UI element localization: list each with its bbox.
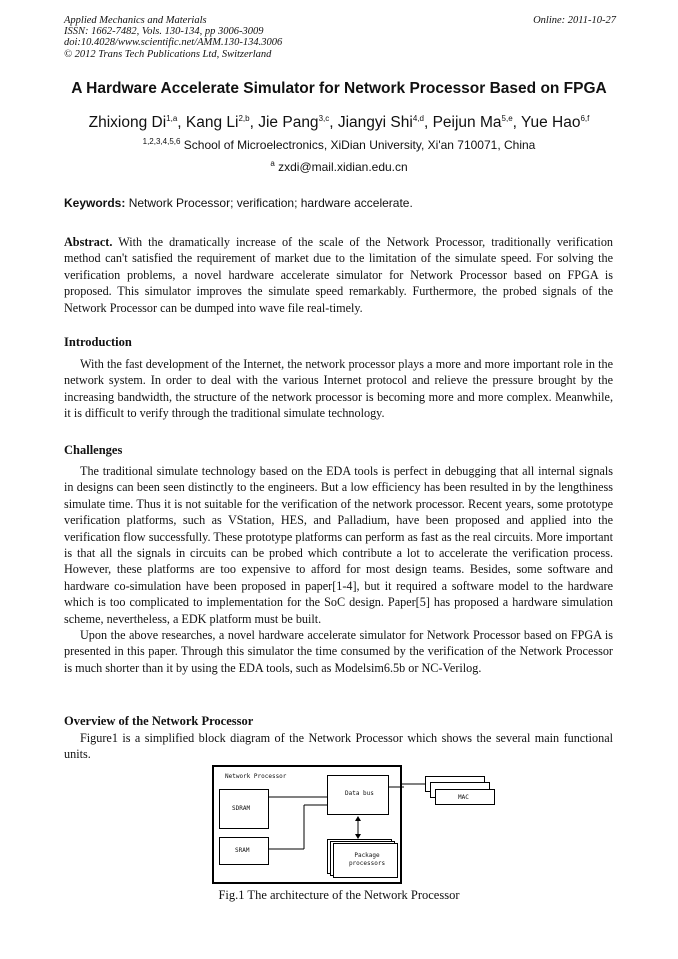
author-sup: 4,d bbox=[412, 113, 424, 123]
author-name: Jiangyi Shi bbox=[337, 114, 413, 131]
challenges-body bbox=[64, 463, 613, 676]
issn: ISSN: 1662-7482, Vols. 130-134, pp 3006-3009 bbox=[64, 26, 264, 38]
abstract-text: With the dramatically increase of the scale of the Network Processor, traditionally verification method can't satisfied the requirement of market due to the limitation of the simulate speed. For solving the verification problems, a novel hardware accelerate simulator for Network Processor based on FPGA is proposed. This simulator improves the simulate speed remarkably. Furthermore, the probed signals of the Network Processor can be dumped into wave file real-timely. bbox=[64, 235, 614, 315]
author-sup: 2,b bbox=[238, 113, 250, 123]
author-sup: 6,f bbox=[580, 113, 590, 123]
author-name: Kang Li bbox=[185, 114, 239, 131]
mac-label: MAC bbox=[458, 794, 469, 801]
network-processor-diagram bbox=[212, 765, 402, 884]
sram-label: SRAM bbox=[235, 847, 250, 854]
mac-connector bbox=[402, 779, 426, 789]
package-processors-label: Package processors bbox=[348, 852, 386, 867]
author-name: Jie Pang bbox=[258, 114, 319, 131]
keywords-text: Network Processor; verification; hardware accelerate. bbox=[128, 196, 413, 210]
paragraph: Figure1 is a simplified block diagram of the Network Processor which shows the several main functional units. bbox=[64, 731, 613, 762]
section-heading-challenges: Challenges bbox=[64, 443, 123, 457]
arrow-up bbox=[355, 816, 361, 821]
doi: doi:10.4028/www.scientific.net/AMM.130-134.3006 bbox=[64, 37, 283, 49]
email-sup: a bbox=[270, 159, 275, 168]
data-bus-label: Data bus bbox=[345, 790, 374, 797]
author-sup: 5,e bbox=[501, 113, 513, 123]
section-heading-introduction: Introduction bbox=[64, 335, 132, 349]
online-date: Online: 2011-10-27 bbox=[533, 15, 616, 26]
paragraph: With the fast development of the Internet, the network processor plays a more and more important role in the network system. In order to deal with the various Internet protocol and relieve the pressure brought by the increasing bandwidth, the structure of the network processor is becoming more and more complex. Meanwhile, it is difficult to verify through the traditional simulate technology. bbox=[64, 357, 613, 421]
email-address: zxdi@mail.xidian.edu.cn bbox=[278, 160, 408, 174]
page-header bbox=[64, 15, 616, 60]
overview-body bbox=[64, 730, 613, 763]
journal-name: Applied Mechanics and Materials bbox=[64, 15, 207, 26]
affiliation bbox=[0, 138, 678, 152]
author-name: Peijun Ma bbox=[432, 114, 502, 131]
sdram-label: SDRAM bbox=[232, 805, 251, 812]
author-name: Zhixiong Di bbox=[88, 114, 167, 131]
author-name: Yue Hao bbox=[520, 114, 581, 131]
affiliation-sup: 1,2,3,4,5,6 bbox=[142, 137, 181, 146]
section-heading-overview: Overview of the Network Processor bbox=[64, 714, 254, 728]
author-sup: 3,c bbox=[318, 113, 330, 123]
affiliation-text: School of Microelectronics, XiDian University, Xi'an 710071, China bbox=[183, 138, 536, 152]
figure-caption: Fig.1 The architecture of the Network Processor bbox=[218, 888, 460, 902]
paper-title: A Hardware Accelerate Simulator for Network Processor Based on FPGA bbox=[71, 80, 607, 97]
arrow-down bbox=[355, 834, 361, 839]
author-sup: 1,a bbox=[166, 113, 178, 123]
diagram-connectors bbox=[214, 767, 404, 886]
copyright: © 2012 Trans Tech Publications Ltd, Switzerland bbox=[64, 48, 272, 60]
abstract-label: Abstract. bbox=[64, 235, 113, 249]
mac-block bbox=[435, 789, 495, 805]
author-list: Zhixiong Di$^{1,a}$, Kang Li$^{2,b}$, Jie Pang$^{3,c}$, Jiangyi Shi$^{4,d}$, Peijun Ma$^{5,e}$, Yue Hao$^{6,f}$ bbox=[88, 113, 590, 131]
paragraph: Upon the above researches, a novel hardware accelerate simulator for Network Processor based on FPGA is presented in this paper. Through this simulator the time consumed by the verification of the Network Processor is much shorter than it by using the EDA tools, such as Modelsim6.5b or NC-Verilog. bbox=[64, 628, 613, 675]
email-line bbox=[0, 160, 678, 174]
paragraph: The traditional simulate technology based on the EDA tools is perfect in debugging that all internal signals in designs can been seen distinctly to the engineers. But a low efficiency has been resulted in by the lengthiness simulate time. Thus it is not suitable for the verification of the network processor. Recent years, some prototype verification platforms, such as VStation, HES, and Palladium, have been proposed and applied into the verification flow successfully. These prototype platforms can perform as fast as the real circuits. More important is that all the signals in circuits can be probed which contribute a lot to accelerate the verification process. However, these platforms are too expensive to afford for most design teams. Besides, some software and hardware co-simulation have been proposed in paper[1-4], but it required a software model to the hardware which is too complicated to implementation for the SoC design. Paper[5] has proposed a hardware simulation scheme, nevertheless, a EDK platform must be built. bbox=[64, 464, 613, 626]
introduction-body bbox=[64, 356, 613, 422]
abstract bbox=[64, 234, 613, 316]
keywords bbox=[64, 196, 413, 210]
frame-label: Network Processor bbox=[225, 773, 287, 780]
keywords-label: Keywords: bbox=[64, 196, 126, 210]
